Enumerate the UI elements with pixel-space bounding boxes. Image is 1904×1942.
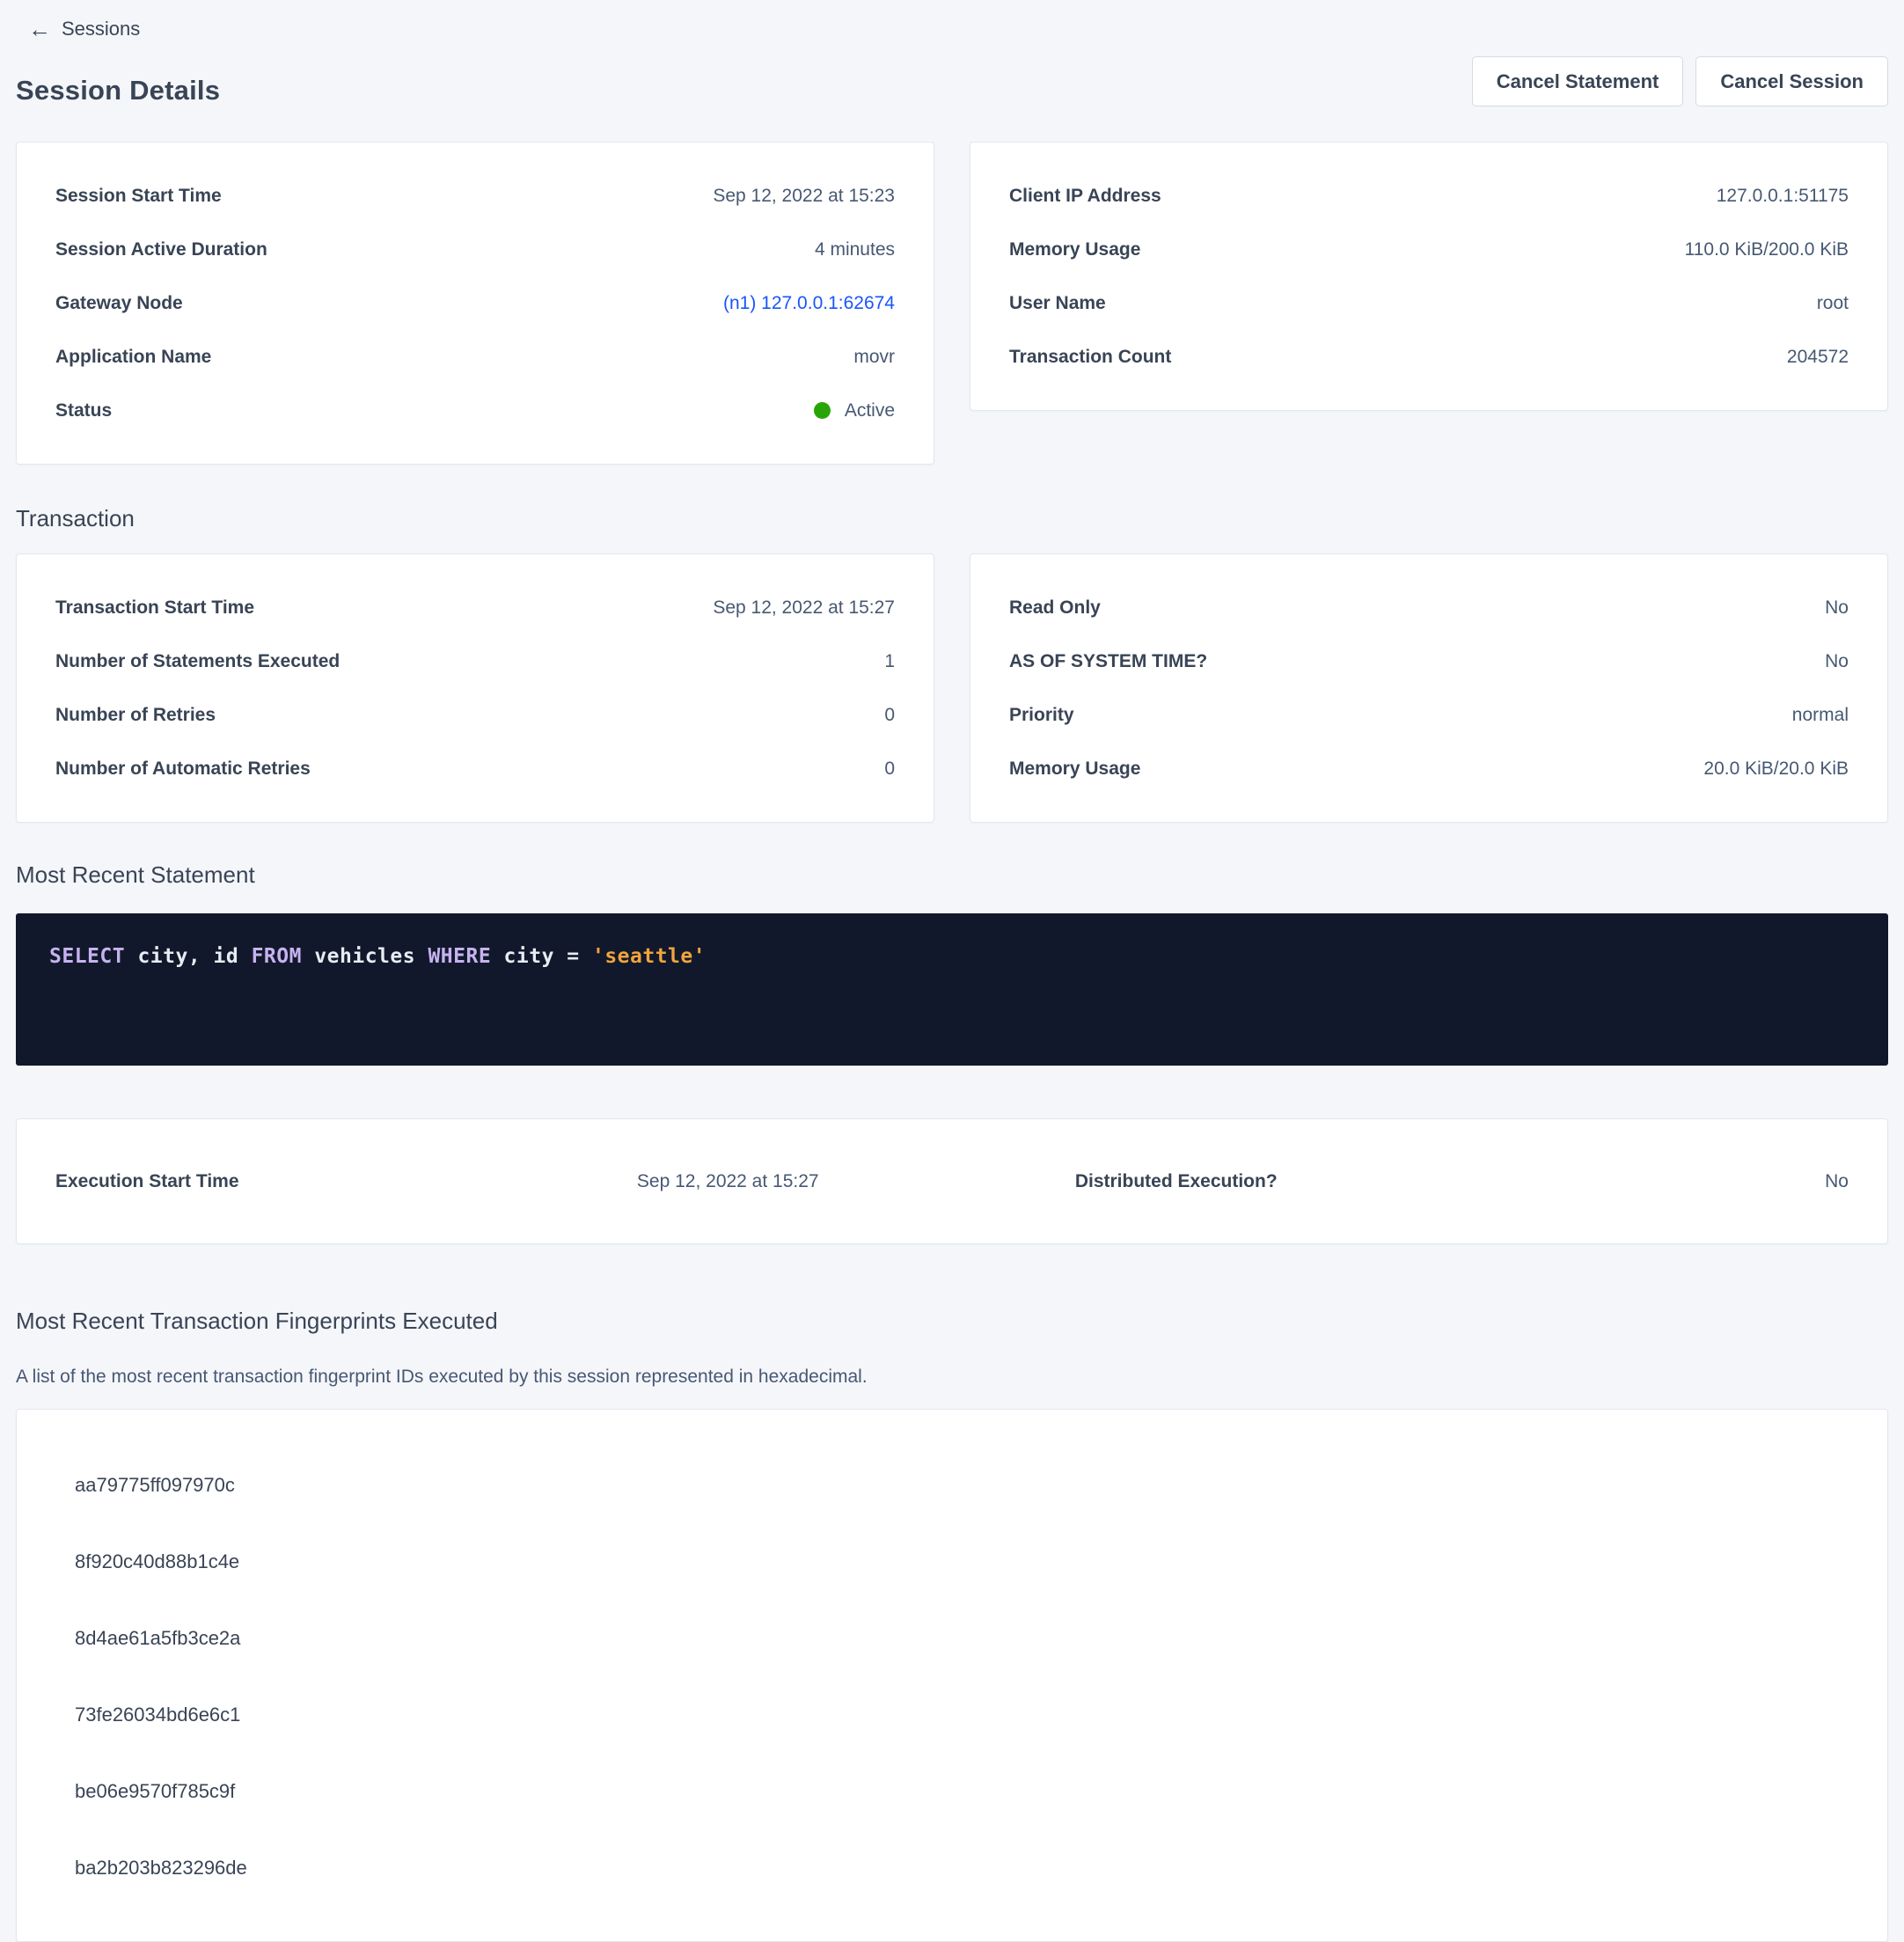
fingerprint-id-item: aa79775ff097970c	[75, 1473, 235, 1496]
back-to-sessions-link[interactable]	[16, 18, 1888, 40]
kv-label: Application Name	[55, 346, 212, 367]
sql-token-str: 'seattle'	[591, 945, 707, 968]
kv-value: 4 minutes	[814, 238, 895, 260]
kv-label: Memory Usage	[1009, 758, 1141, 779]
kv-value: No	[1825, 597, 1849, 618]
transaction-section-heading: Transaction	[16, 505, 135, 531]
kv-label: Status	[55, 399, 113, 421]
kv-value: normal	[1791, 704, 1849, 725]
transaction-left-rows	[55, 581, 895, 795]
most-recent-statement-heading: Most Recent Statement	[16, 861, 255, 888]
fingerprints-section-heading: Most Recent Transaction Fingerprints Executed	[16, 1308, 498, 1334]
kv-label: Number of Retries	[55, 704, 216, 725]
kv-label: Session Start Time	[55, 185, 222, 206]
session-summary-card-left	[16, 142, 934, 465]
sql-token-kw: FROM	[251, 945, 315, 968]
execution-start-time-value: Sep 12, 2022 at 15:27	[636, 1170, 819, 1191]
sql-token-id: vehicles	[314, 945, 428, 968]
execution-start-time-label: Execution Start Time	[55, 1170, 239, 1191]
sql-token-id: city, id	[137, 945, 252, 968]
kv-label: User Name	[1009, 292, 1106, 313]
kv-label: Gateway Node	[55, 292, 183, 313]
status-text: Active	[844, 399, 895, 421]
kv-row	[55, 742, 895, 795]
session-summary-row	[16, 142, 1888, 465]
kv-value: 110.0 KiB/200.0 KiB	[1684, 238, 1849, 260]
session-summary-left-rows	[55, 169, 895, 437]
kv-label: Client IP Address	[1009, 185, 1161, 206]
fingerprints-list	[17, 1447, 1849, 1906]
kv-value: 204572	[1786, 346, 1849, 367]
kv-label: AS OF SYSTEM TIME?	[1009, 650, 1208, 671]
kv-label: Number of Statements Executed	[55, 650, 341, 671]
execution-details-card	[16, 1118, 1888, 1244]
distributed-execution-value: No	[1825, 1170, 1849, 1191]
kv-label: Transaction Start Time	[55, 597, 255, 618]
fingerprint-id-item: 8d4ae61a5fb3ce2a	[75, 1626, 241, 1649]
cancel-statement-button[interactable]: Cancel Statement	[1472, 56, 1684, 106]
gateway-node-link[interactable]: (n1) 127.0.0.1:62674	[723, 292, 895, 313]
kv-row	[55, 223, 895, 276]
kv-row	[55, 384, 895, 437]
transaction-card-right	[970, 553, 1888, 823]
kv-row	[1009, 169, 1849, 223]
sql-token-kw: SELECT	[49, 945, 138, 968]
transaction-card-left	[16, 553, 934, 823]
session-summary-card-right	[970, 142, 1888, 411]
cancel-session-button[interactable]: Cancel Session	[1695, 56, 1888, 106]
kv-row	[55, 581, 895, 634]
kv-row	[55, 688, 895, 742]
kv-row	[55, 276, 895, 330]
back-link-label: Sessions	[62, 18, 141, 40]
kv-row	[1009, 330, 1849, 384]
kv-value: Sep 12, 2022 at 15:27	[713, 597, 895, 618]
kv-label: Read Only	[1009, 597, 1101, 618]
header-actions	[1472, 56, 1888, 106]
status-active-dot-icon	[814, 402, 831, 419]
session-summary-right-rows	[1009, 169, 1849, 384]
kv-row	[55, 330, 895, 384]
kv-row	[1009, 742, 1849, 795]
page-header	[16, 56, 1888, 106]
kv-value: root	[1816, 292, 1849, 313]
kv-row	[55, 634, 895, 688]
fingerprints-description: A list of the most recent transaction fingerprint IDs executed by this session represented in hexadecimal.	[16, 1367, 868, 1387]
kv-label: Priority	[1009, 704, 1074, 725]
kv-value: No	[1825, 650, 1849, 671]
fingerprint-id-item: be06e9570f785c9f	[75, 1779, 236, 1802]
sql-statement-box	[16, 913, 1888, 1066]
kv-value: Sep 12, 2022 at 15:23	[713, 185, 895, 206]
kv-value	[814, 400, 895, 421]
kv-label: Transaction Count	[1009, 346, 1172, 367]
sql-token-kw: WHERE	[428, 945, 504, 968]
transaction-right-rows	[1009, 581, 1849, 795]
kv-label: Number of Automatic Retries	[55, 758, 311, 779]
fingerprint-id-item: 8f920c40d88b1c4e	[75, 1550, 240, 1572]
kv-value: movr	[853, 346, 895, 367]
fingerprint-id-item: ba2b203b823296de	[75, 1856, 247, 1879]
transaction-cards-row	[16, 553, 1888, 823]
left-arrow-icon: ←	[28, 16, 51, 42]
kv-value: 127.0.0.1:51175	[1716, 185, 1849, 206]
kv-row	[55, 169, 895, 223]
page-title: Session Details	[16, 75, 221, 106]
kv-row	[1009, 276, 1849, 330]
kv-label: Memory Usage	[1009, 238, 1141, 260]
kv-value: 20.0 KiB/20.0 KiB	[1703, 758, 1849, 779]
kv-value: 0	[884, 758, 895, 779]
kv-row	[1009, 688, 1849, 742]
sql-token-id: city =	[503, 945, 592, 968]
fingerprints-card	[16, 1409, 1888, 1942]
kv-value: 1	[884, 650, 895, 671]
kv-value: 0	[884, 704, 895, 725]
kv-row	[1009, 634, 1849, 688]
kv-label: Session Active Duration	[55, 238, 267, 260]
kv-row	[1009, 581, 1849, 634]
distributed-execution-label: Distributed Execution?	[1074, 1170, 1278, 1191]
fingerprint-id-item: 73fe26034bd6e6c1	[75, 1703, 241, 1726]
kv-row	[1009, 223, 1849, 276]
